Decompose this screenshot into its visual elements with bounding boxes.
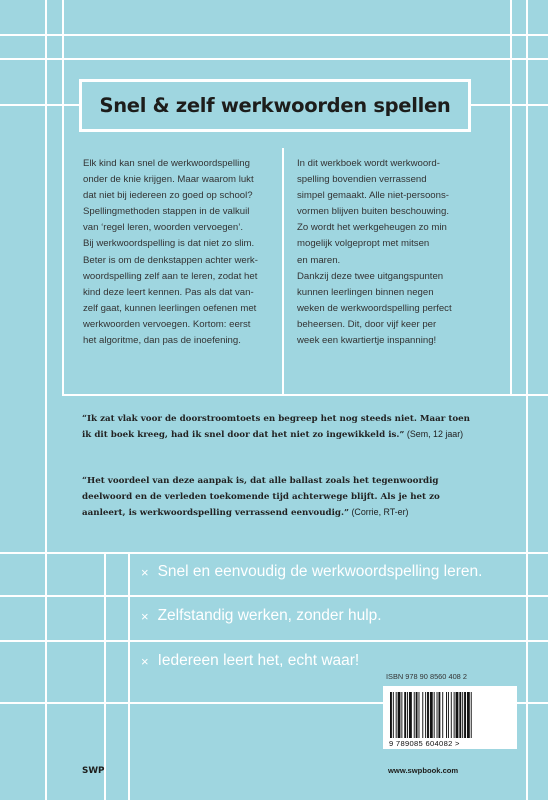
right-column-line: Zo wordt het werkgeheugen zo min [297, 222, 447, 234]
right-column-line: vormen blijven buiten beschouwing. [297, 206, 449, 218]
bullet-text: Snel en eenvoudig de werkwoordspelling leren. [157, 563, 483, 580]
left-column-line: het algoritme, dan pas de inoefening. [83, 335, 241, 347]
barcode-bar [416, 692, 418, 738]
left-column-line: dat niet bij iedereen zo goed op school? [83, 190, 253, 202]
website-link[interactable]: www.swpbook.com [388, 766, 459, 775]
grid-line [62, 394, 548, 396]
bullet-item [141, 652, 359, 670]
grid-line [128, 552, 130, 800]
grid-line [0, 58, 548, 60]
barcode-bar [407, 692, 408, 738]
barcode-bar [464, 692, 466, 738]
quote-text: “Ik zat vlak voor de doorstroomtoets en begreep het nog steeds niet. Maar toen ik dit boek kreeg, had ik snel door dat het niet zo ingewikkeld is.” [82, 414, 471, 441]
barcode-bar [422, 692, 423, 738]
grid-line [0, 595, 548, 597]
left-column-line: van ‘regel leren, woorden vervoegen’. [83, 222, 243, 234]
barcode-bar [414, 692, 415, 738]
barcode-bar [430, 692, 433, 738]
barcode-bar [462, 692, 463, 738]
barcode-bar [419, 692, 420, 738]
barcode-bar [437, 692, 438, 738]
quote-attribution: (Sem, 12 jaar) [406, 429, 464, 440]
bullet-item [141, 563, 482, 581]
barcode-bar [454, 692, 455, 738]
grid-line [0, 34, 548, 36]
bullet-text: Iedereen leert het, echt waar! [157, 652, 360, 669]
title-box [79, 79, 471, 132]
grid-line [526, 0, 528, 800]
grid-line [282, 148, 284, 395]
barcode-bar [409, 692, 412, 738]
right-column-line: week een kwartiertje inspanning! [297, 335, 437, 347]
left-column-line: onder de knie krijgen. Maar waarom lukt [83, 174, 254, 186]
left-column-line: Beter is om de denkstappen achter werk- [83, 254, 258, 266]
barcode-bar [442, 692, 443, 738]
barcode-icon [389, 692, 511, 738]
publisher-logo: SWP [82, 766, 105, 776]
right-column-line: Dankzij deze twee uitgangspunten [297, 270, 444, 282]
right-column-line: In dit werkboek wordt werkwoord- [297, 158, 440, 169]
grid-line [0, 552, 548, 554]
quote-attribution: (Corrie, RT-er) [351, 507, 409, 518]
cross-icon: × [141, 608, 149, 624]
left-column-line: zelf gaat, kunnen leerlingen oefenen met [83, 302, 257, 314]
barcode-bar [398, 692, 401, 738]
left-column-line: woordspelling zelf aan te leren, zodat het [83, 270, 258, 282]
grid-line [510, 0, 512, 395]
grid-line [0, 640, 548, 642]
barcode-bar [393, 692, 394, 738]
barcode-digits: 9 789085 604082 > [389, 739, 460, 748]
cross-icon: × [141, 653, 149, 669]
left-column [83, 156, 273, 349]
barcode-bar [434, 692, 435, 738]
barcode-bar [467, 692, 470, 738]
barcode-bar [451, 692, 452, 738]
grid-line [104, 552, 106, 800]
barcode-bar [390, 692, 392, 738]
bullet-text: Zelfstandig werken, zonder hulp. [157, 607, 382, 624]
right-column-line: beheersen. Dit, door vijf keer per [297, 318, 437, 330]
grid-line [62, 0, 64, 395]
bullet-item [141, 607, 382, 625]
barcode-bar [456, 692, 459, 738]
barcode-bar [459, 692, 461, 738]
page-title: Snel & zelf werkwoorden spellen [99, 94, 451, 117]
quote [82, 411, 472, 443]
right-column-line: mogelijk volgepropt met mitsen [297, 238, 430, 250]
right-column-line: kunnen leerlingen binnen negen [297, 286, 434, 298]
barcode-bar [427, 692, 429, 738]
barcode-bar [448, 692, 449, 738]
left-column-line: werkwoorden vervoegen. Kortom: eerst [83, 318, 251, 330]
left-column-line: kind deze leert kennen. Pas als dat van- [83, 286, 254, 298]
right-column-line: weken de werkwoordspelling perfect [297, 302, 452, 314]
barcode-bar [396, 692, 397, 738]
right-column-line: en maren. [297, 254, 341, 266]
right-column [297, 156, 497, 349]
barcode-bar [446, 692, 447, 738]
quote-text: “Het voordeel van deze aanpak is, dat alle ballast zoals het tegenwoordig deelwoord en de verleden toekomende tijd achterwege blijft. Als je het zo aanleert, is werkwoordspelling verrassend eenvoudig.” [82, 476, 440, 519]
barcode [383, 686, 517, 749]
left-column-line: Bij werkwoordspelling is dat niet zo slim. [83, 238, 255, 250]
barcode-bar [404, 692, 406, 738]
barcode-bar [471, 692, 472, 738]
quote [82, 473, 472, 522]
right-column-line: simpel gemaakt. Alle niet-persoons- [297, 190, 449, 202]
right-column-line: spelling bovendien verrassend [297, 174, 427, 186]
barcode-bar [425, 692, 426, 738]
grid-line [45, 0, 47, 800]
left-column-line: Spellingmethoden stappen in de valkuil [83, 206, 250, 218]
left-column-line: Elk kind kan snel de werkwoordspelling [83, 158, 250, 169]
cross-icon: × [141, 564, 149, 580]
barcode-bar [401, 692, 402, 738]
isbn-label: ISBN 978 90 8560 408 2 [386, 672, 467, 681]
barcode-bar [438, 692, 440, 738]
